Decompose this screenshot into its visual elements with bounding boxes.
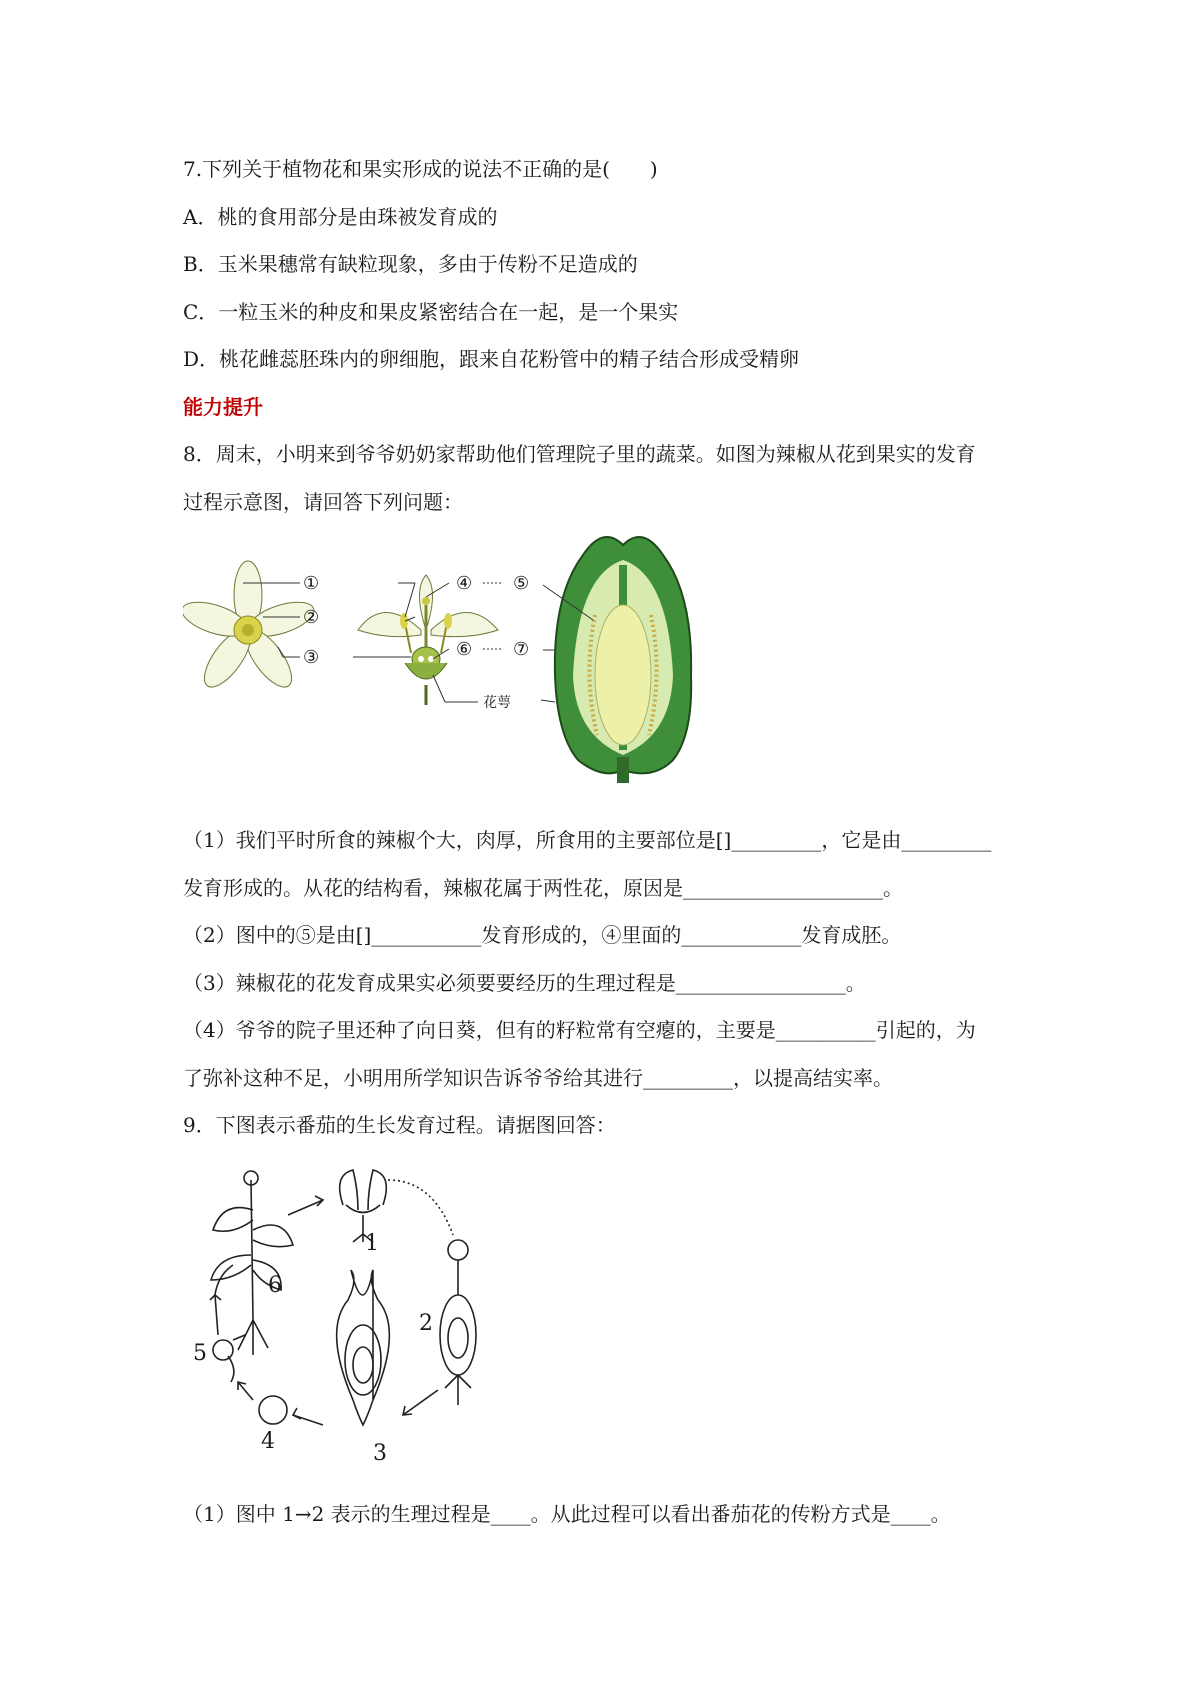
stage-label-1: 1 — [365, 1231, 379, 1256]
germinating-seed — [213, 1340, 234, 1382]
pepper-flower-top-view — [183, 561, 318, 694]
label-6: ⑥ — [456, 639, 473, 660]
stage-label-4: 4 — [261, 1429, 275, 1454]
tomato-lifecycle-figure — [183, 1160, 533, 1485]
q8-part1-line1: （1）我们平时所食的辣椒个大，肉厚，所食用的主要部位是[]_________，它是由_________ — [183, 828, 992, 852]
q8-part4-line2: 了弥补这种不足，小明用所学知识告诉爷爷给其进行_________，以提高结实率。 — [183, 1066, 893, 1090]
tomato-seed — [259, 1396, 287, 1424]
q7-option-d: D．桃花雌蕊胚珠内的卵细胞，跟来自花粉管中的精子结合形成受精卵 — [183, 347, 800, 371]
tomato-plant — [211, 1171, 293, 1355]
label-1: ① — [303, 573, 320, 594]
q8-part3: （3）辣椒花的花发育成果实必须要要经历的生理过程是_________________。 — [183, 971, 866, 995]
tomato-pistil — [440, 1240, 476, 1405]
q7-stem: 7.下列关于植物花和果实形成的说法不正确的是( ) — [183, 157, 658, 181]
label-3: ③ — [303, 647, 320, 668]
label-5: ⑤ — [513, 573, 530, 594]
stage-label-3: 3 — [373, 1441, 387, 1466]
pepper-fruit-section — [555, 537, 691, 783]
q9-stem: 9．下图表示番茄的生长发育过程。请据图回答： — [183, 1113, 616, 1137]
q8-part2: （2）图中的⑤是由[]___________发育形成的，④里面的____________发育成胚。 — [183, 923, 902, 947]
q7-option-b: B．玉米果穗常有缺粒现象，多由于传粉不足造成的 — [183, 252, 638, 276]
stage-label-2: 2 — [419, 1311, 433, 1336]
section-title: 能力提升 — [183, 395, 263, 419]
pepper-flower-section — [358, 575, 498, 705]
q7-option-a: A．桃的食用部分是由珠被发育成的 — [183, 205, 498, 229]
q9-part1: （1）图中 1→2 表示的生理过程是____。从此过程可以看出番茄花的传粉方式是____。 — [183, 1502, 951, 1526]
stage-label-5: 5 — [193, 1341, 207, 1366]
label-2: ② — [303, 607, 320, 628]
label-4: ④ — [456, 573, 473, 594]
tomato-fruit-section — [337, 1270, 390, 1425]
q7-option-c: C．一粒玉米的种皮和果皮紧密结合在一起，是一个果实 — [183, 300, 679, 324]
q8-part4-line1: （4）爷爷的院子里还种了向日葵，但有的籽粒常有空瘪的，主要是__________引起的，为 — [183, 1018, 976, 1042]
q8-part1-line2: 发育形成的。从花的结构看，辣椒花属于两性花，原因是____________________。 — [183, 876, 903, 900]
q8-stem-line2: 过程示意图，请回答下列问题： — [183, 490, 463, 514]
tomato-flower — [340, 1170, 387, 1242]
q8-stem-line1: 8．周末，小明来到爷爷奶奶家帮助他们管理院子里的蔬菜。如图为辣椒从花到果实的发育 — [183, 442, 976, 466]
label-calyx: 花萼 — [483, 695, 511, 711]
label-7: ⑦ — [513, 639, 530, 660]
pepper-development-figure — [183, 535, 743, 800]
stage-label-6: 6 — [268, 1273, 282, 1298]
